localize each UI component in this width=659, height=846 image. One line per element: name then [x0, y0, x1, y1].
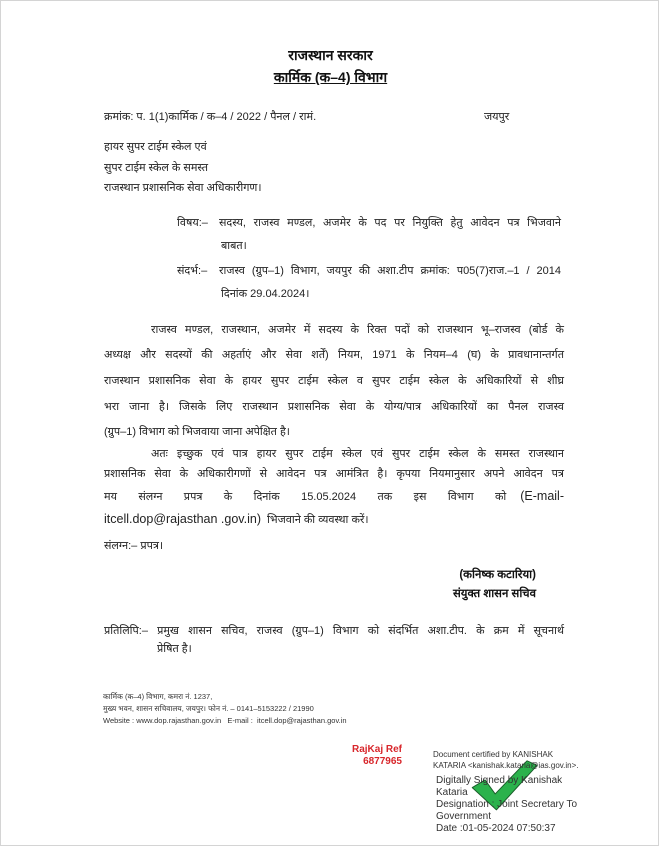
place: जयपुर — [484, 111, 510, 123]
digital-signature-line: Digitally Signed by Kanishak — [436, 775, 563, 786]
paragraph-2-line: मय संलग्न प्रपत्र के दिनांक 15.05.2024 तक इस विभाग को — [104, 491, 507, 503]
paragraph-2-line: प्रशासनिक सेवा के अधिकारीगणों से आवेदन पत्र आमंत्रित है। कृपया नियमानुसार अपने आवेदन पत्र — [104, 468, 564, 480]
email-start: (E-mail- — [520, 489, 564, 503]
certification-line: Document certified by KANISHAK — [433, 750, 554, 759]
digital-signature-line: Government — [436, 811, 492, 822]
digital-signature-line: Date :01-05-2024 07:50:37 — [436, 823, 556, 834]
reference-number: क्रमांक: प. 1(1)कार्मिक / क–4 / 2022 / पैनल / रामं. — [104, 111, 317, 123]
subject-line: बाबत। — [221, 240, 247, 252]
certification-line: KATARIA <kanishak.kataria@ias.gov.in>. — [433, 761, 579, 770]
reference-label: संदर्भ:– — [177, 265, 208, 277]
addressee-line: राजस्थान प्रशासनिक सेवा अधिकारीगण। — [104, 182, 262, 194]
department-title-text: कार्मिक (क–4) विभाग — [273, 69, 388, 85]
copy-to-line: प्रेषित है। — [157, 643, 192, 655]
paragraph-1-line: अध्यक्ष और सदस्यों की अहर्ताएं और सेवा शर्तें) नियम, 1971 के नियम–4 (घ) के प्रावधानान्तर्गत — [104, 349, 564, 361]
signatory-designation: संयुक्त शासन सचिव — [453, 588, 536, 600]
email-link[interactable]: itcell.dop@rajasthan .gov.in) — [104, 512, 261, 526]
paragraph-2-line: भिजवाने की व्यवस्था करें। — [266, 514, 369, 526]
paragraph-1-line: भरा जाना है। जिसके लिए राजस्थान प्रशासनिक सेवा के योग्य/पात्र अधिकारियों का पैनल राजस्व — [104, 401, 564, 413]
reference-line: राजस्व (ग्रुप–1) विभाग, जयपुर की अशा.टीप क्रमांक: प05(7)राज.–1 / 2014 — [219, 265, 561, 277]
government-title: राजस्थान सरकार — [288, 47, 373, 63]
signatory-name: (कनिष्क कटारिया) — [459, 569, 536, 581]
rajkaj-ref-number: 6877965 — [363, 756, 402, 767]
paragraph-2-line-4 — [104, 511, 564, 528]
department-title — [1, 68, 659, 87]
addressee-line: सुपर टाईम स्केल के समस्त — [104, 162, 208, 174]
paragraph-2-line: अतः इच्छुक एवं पात्र हायर सुपर टाईम स्केल एवं सुपर टाईम स्केल के समस्त राजस्थान — [151, 448, 564, 460]
footer-contact: Website : www.dop.rajasthan.gov.in E-mail : itcell.dop@rajasthan.gov.in — [103, 716, 347, 725]
subject-line: सदस्य, राजस्व मण्डल, अजमेर के पद पर नियुक्ति हेतु आवेदन पत्र भिजवाने — [219, 217, 561, 229]
reference-line: दिनांक 29.04.2024। — [221, 288, 310, 300]
rajkaj-ref-label: RajKaj Ref — [351, 744, 402, 755]
footer-address: मुख्य भवन, शासन सचिवालय, जयपुर। फोन नं. – 0141–5153222 / 21990 — [103, 704, 314, 713]
paragraph-1-line: राजस्थान प्रशासनिक सेवा के हायर सुपर टाईम स्केल व सुपर टाईम स्केल के अधिकारियों से शीघ्र — [104, 375, 564, 387]
copy-to-line: प्रतिलिपि:– प्रमुख शासन सचिव, राजस्व (ग्रुप–1) विभाग को संदर्भित अशा.टीप. के क्रम में सूचनार्थ — [104, 625, 564, 637]
paragraph-1-line: (ग्रुप–1) विभाग को भिजवाया जाना अपेक्षित है। — [104, 426, 290, 438]
attachment: संलग्न:– प्रपत्र। — [104, 540, 164, 552]
digital-signature-line: Kataria — [436, 787, 468, 798]
subject-label: विषय:– — [177, 217, 208, 229]
addressee-line: हायर सुपर टाईम स्केल एवं — [104, 141, 207, 153]
paragraph-1-line: राजस्व मण्डल, राजस्थान, अजमेर में सदस्य के रिक्त पदों को राजस्थान भू–राजस्व (बोर्ड के — [151, 324, 564, 336]
digital-signature-line: Designation : Joint Secretary To — [436, 799, 578, 810]
footer-address: कार्मिक (क–4) विभाग, कमरा नं. 1237, — [103, 692, 213, 701]
paragraph-2-line-3 — [104, 488, 564, 505]
